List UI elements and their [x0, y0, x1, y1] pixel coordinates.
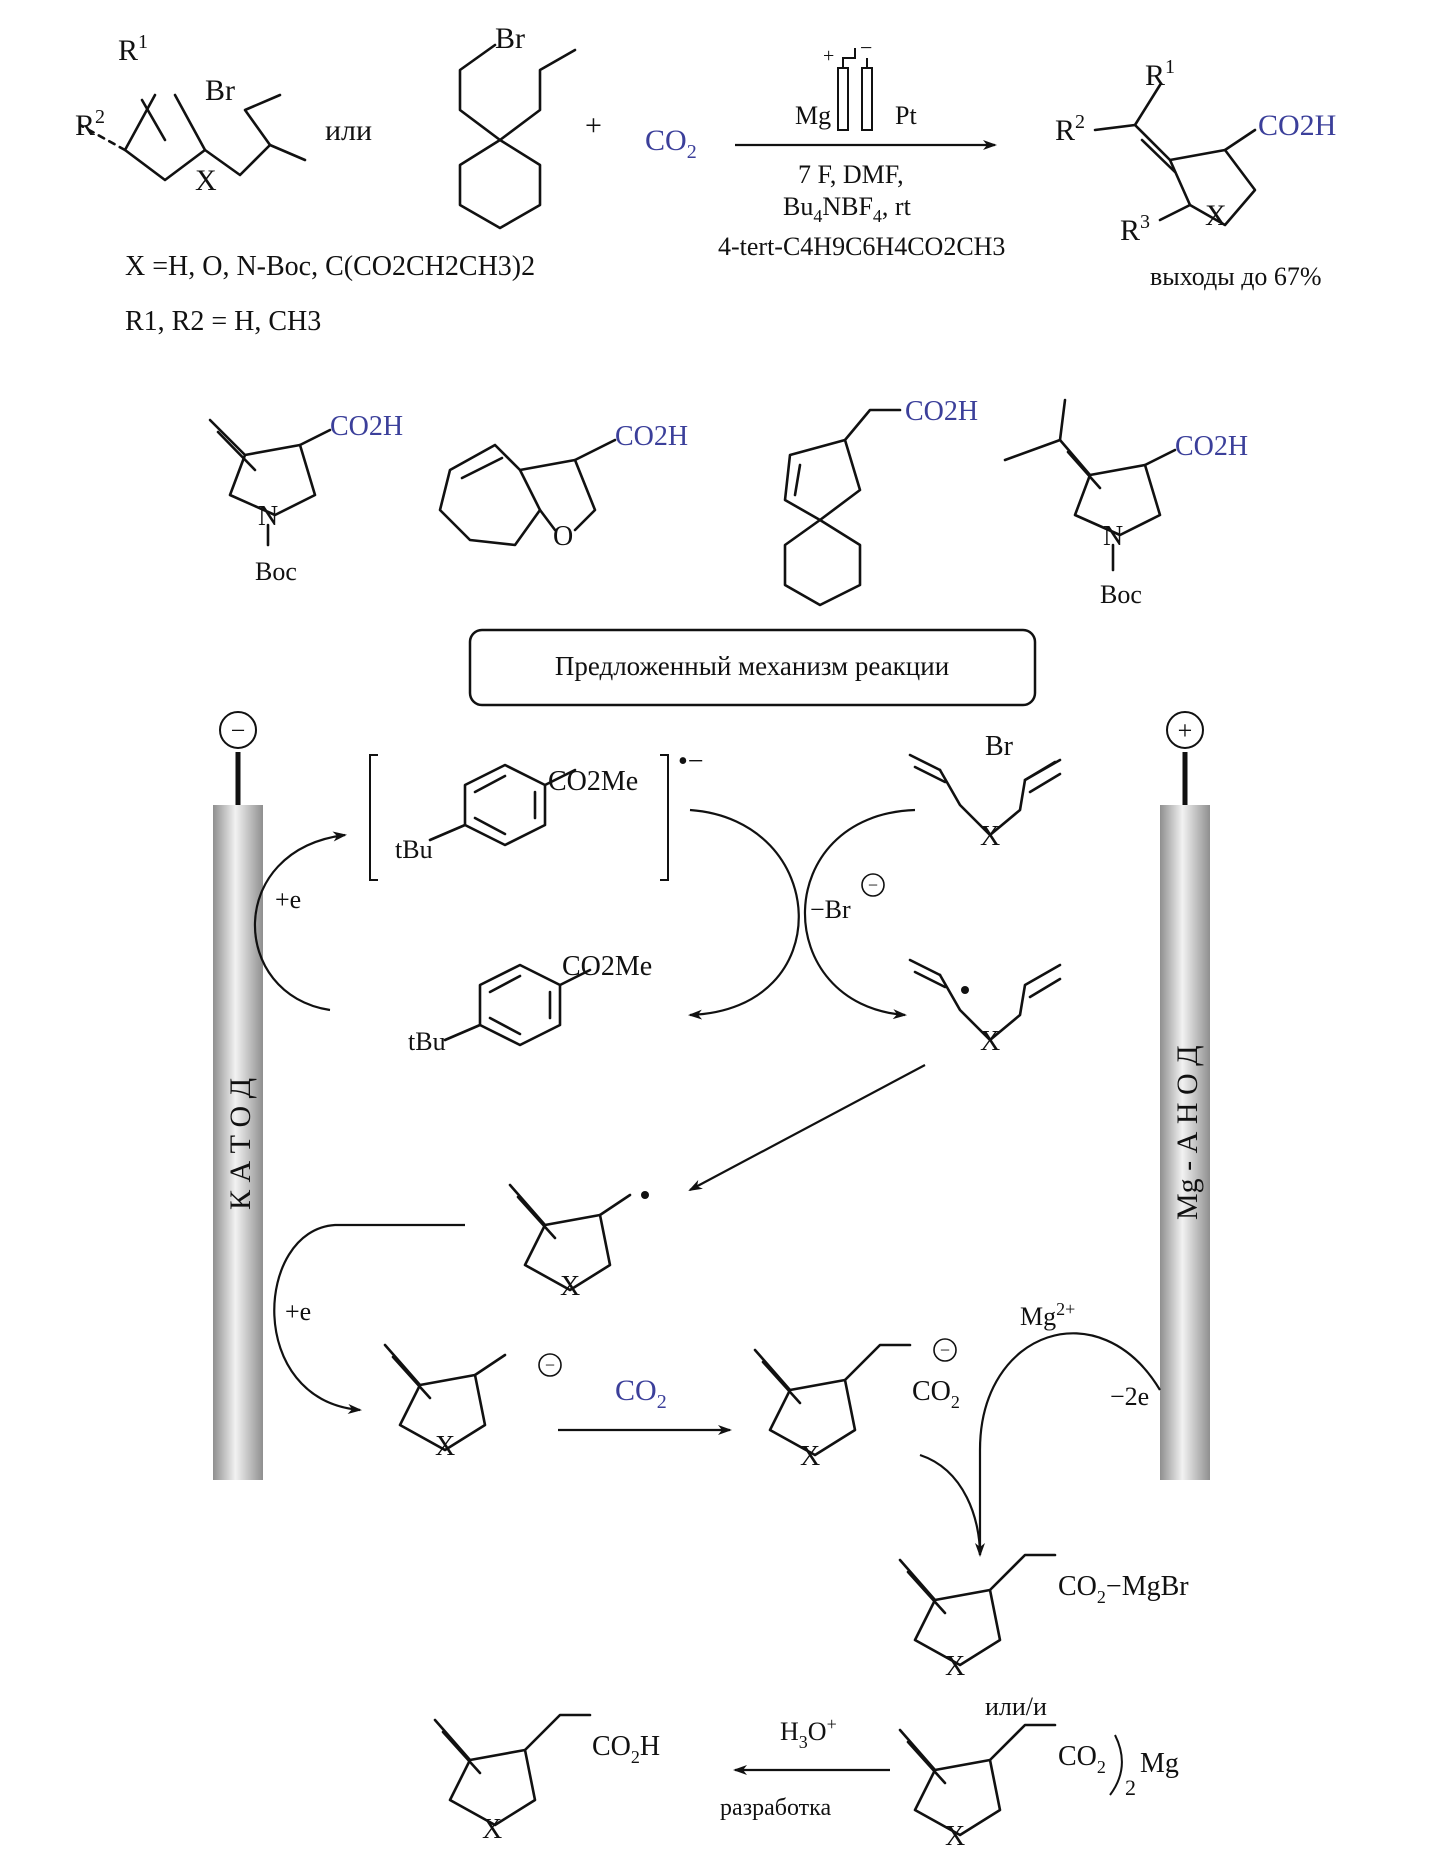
- svg-text:Br: Br: [985, 731, 1013, 762]
- minus-br: −Br: [810, 895, 851, 924]
- mg-electrode-label: Mg: [795, 101, 832, 130]
- plus-e-1: +e: [275, 885, 302, 914]
- svg-text:N: N: [258, 501, 279, 532]
- r3-product: $R^3$: [1120, 211, 1151, 247]
- co2-addition-label: $CO_2$: [615, 1374, 667, 1413]
- cathode-arrow-1: [255, 835, 345, 1010]
- svg-text:X: X: [560, 1271, 581, 1302]
- anode-label: Mg - А Н О Д: [1171, 1045, 1204, 1220]
- example-co2h-2: CO2H: [615, 421, 689, 452]
- svg-text:CO2: $CO_2$: [912, 1376, 960, 1412]
- r1-label: $R^1$: [118, 31, 149, 67]
- svg-text:tBu: tBu: [408, 1027, 446, 1056]
- ester-radical-anion: [370, 746, 704, 880]
- x-label: X: [195, 164, 217, 197]
- mgbr-salt: [900, 1555, 1189, 1682]
- carbanion: [385, 1345, 561, 1462]
- svg-text:2: 2: [1125, 1775, 1136, 1800]
- example-co2h-4: CO2H: [1175, 431, 1249, 462]
- electron-transfer-arc: [690, 810, 799, 1015]
- anode-sign: +: [1177, 716, 1193, 745]
- minus-2e-label: −2e: [1110, 1382, 1150, 1411]
- pt-electrode-label: Pt: [895, 101, 917, 130]
- svg-text:CO2: $CO_2$: [1058, 1741, 1106, 1777]
- mg-ion-arrow: [980, 1333, 1160, 1555]
- mg-bis-carboxylate: [900, 1725, 1179, 1850]
- svg-text:X: X: [980, 821, 1001, 852]
- or-and-label: или/и: [985, 1692, 1047, 1721]
- radical-anion-mark: •−: [678, 746, 704, 777]
- final-acid-product: [435, 1715, 660, 1845]
- cathode-label: К А Т О Д: [224, 1077, 257, 1210]
- co2-reagent: $CO_2$: [645, 124, 697, 163]
- electrolysis-cell-icon: [795, 35, 917, 130]
- br-label: Br: [205, 74, 235, 107]
- svg-text:O: O: [553, 521, 574, 552]
- plus-e-2: +e: [285, 1297, 312, 1326]
- condition-line-3: 4-tert-C4H9C6H4CO2CH3: [718, 232, 1006, 261]
- co2h-product: CO2H: [1258, 109, 1337, 142]
- carboxylate-intermediate: [755, 1339, 960, 1472]
- example-bicyclic-furan: [440, 421, 688, 552]
- svg-text:tBu: tBu: [395, 835, 433, 864]
- x-product: X: [1205, 199, 1227, 232]
- cyclization-arrow: [690, 1065, 925, 1190]
- carboxylate-to-salt-arc: [920, 1455, 980, 1555]
- svg-text:−: −: [860, 35, 873, 60]
- svg-text:X: X: [980, 1026, 1001, 1057]
- svg-text:Mg: Mg: [1140, 1748, 1179, 1779]
- svg-text:−: −: [544, 1355, 556, 1375]
- svg-text:CO2Me: CO2Me: [548, 766, 639, 797]
- condition-line-2: $Bu_4NBF_4$, rt: [783, 192, 911, 226]
- example-co2h-1: CO2H: [330, 411, 404, 442]
- svg-text:X: X: [945, 1821, 966, 1850]
- mg2-label: $Mg^{2+}$: [1020, 1299, 1076, 1331]
- condition-line-1: 7 F, DMF,: [798, 160, 904, 189]
- plus-sign: +: [585, 109, 602, 142]
- svg-text:N: N: [1103, 521, 1124, 552]
- r-definition: R1, R2 = H, CH3: [125, 306, 322, 337]
- workup-label: разработка: [720, 1795, 832, 1821]
- r2-product: $R^2$: [1055, 111, 1086, 147]
- substrate-cyclohexyl-bromide: [460, 22, 575, 228]
- yield-note: выходы до 67%: [1150, 262, 1322, 291]
- svg-text:−: −: [867, 875, 879, 895]
- svg-text:X: X: [800, 1441, 821, 1472]
- svg-text:CO2−MgBr: $CO_2-MgBr$: [1058, 1571, 1189, 1607]
- r2-label: $R^2$: [75, 106, 106, 142]
- r1-product: $R^1$: [1145, 56, 1176, 92]
- example-pyrrolidine-2: [1005, 400, 1248, 609]
- svg-text:X: X: [435, 1431, 456, 1462]
- vinyl-radical: [910, 960, 1060, 1057]
- svg-text:−: −: [939, 1340, 951, 1360]
- br-label-2: Br: [495, 22, 525, 55]
- cathode-electrode: [213, 712, 263, 1480]
- or-word: или: [325, 114, 373, 147]
- svg-text:X: X: [945, 1651, 966, 1682]
- cyclized-radical: [510, 1185, 649, 1302]
- svg-text:+: +: [823, 45, 835, 67]
- cathode-sign: −: [230, 716, 246, 745]
- svg-text:CO2H: $CO_2H$: [592, 1731, 661, 1767]
- example-co2h-3: CO2H: [905, 396, 979, 427]
- svg-text:X: X: [482, 1814, 503, 1845]
- x-definition: X =H, O, N-Boc, C(CO2CH2CH3)2: [125, 251, 536, 282]
- example-pyrrolidine-1: [210, 411, 403, 586]
- example-spiro-cyclopentene: [785, 396, 978, 605]
- svg-text:CO2Me: CO2Me: [562, 951, 653, 982]
- svg-text:Boc: Boc: [1100, 580, 1142, 609]
- h3o-label: $H_3O^+$: [780, 1714, 837, 1752]
- substrate-vinyl-bromide: [75, 31, 305, 197]
- svg-text:Boc: Boc: [255, 557, 297, 586]
- ester-neutral: [408, 951, 652, 1056]
- bromodiene-substrate: [910, 731, 1060, 852]
- anode-electrode: [1160, 712, 1210, 1480]
- mechanism-title: Предложенный механизм реакции: [554, 651, 950, 681]
- product-general: [1055, 56, 1336, 247]
